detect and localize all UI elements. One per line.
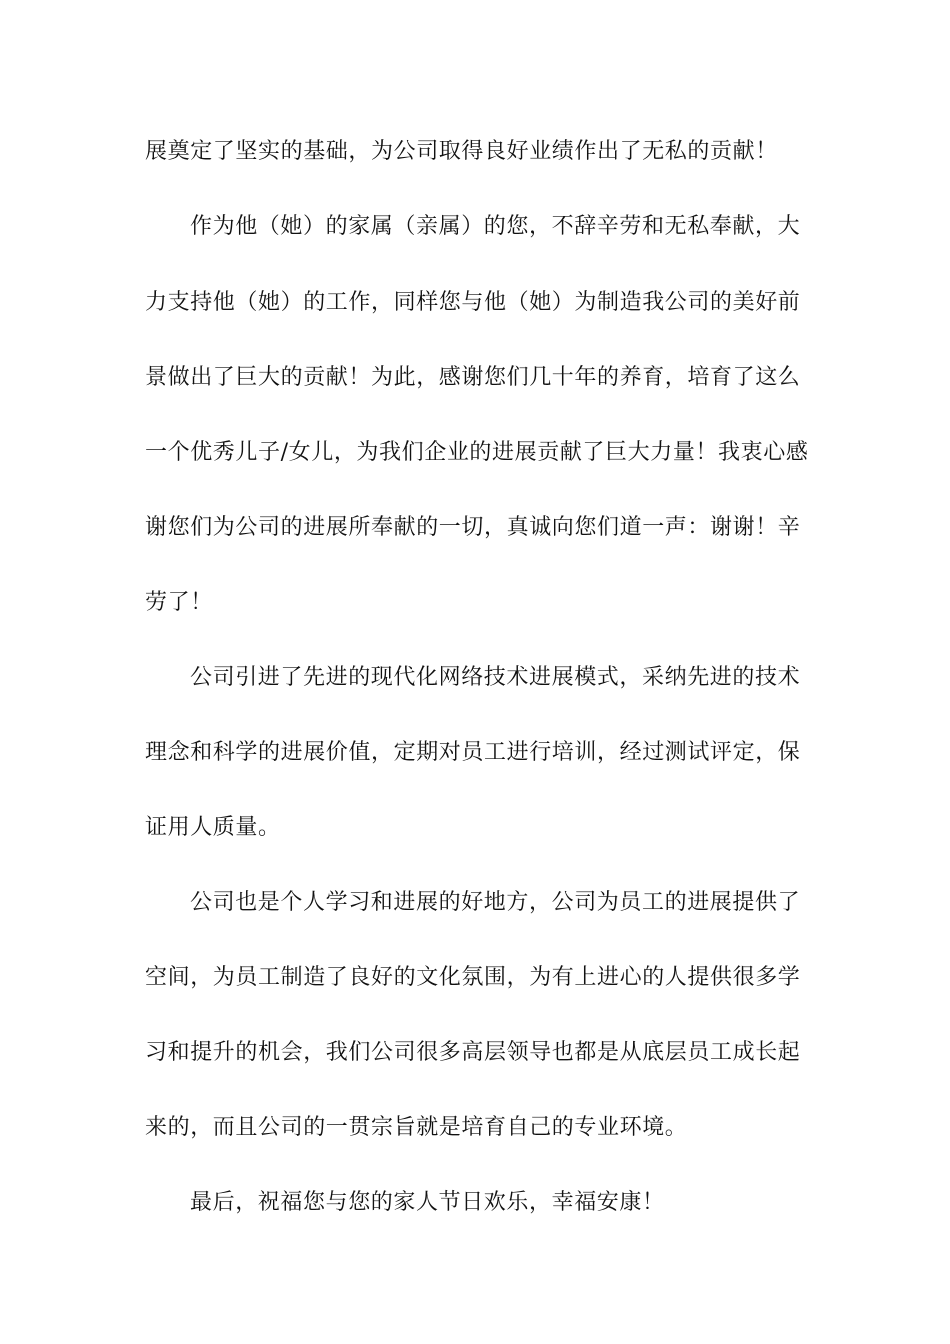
paragraph-2-line-6: 劳了！ [145,590,213,615]
paragraph-1-line-1: 展奠定了坚实的基础，为公司取得良好业绩作出了无私的贡献！ [145,139,778,164]
paragraph-2-line-4: 一个优秀儿子/女儿，为我们企业的进展贡献了巨大力量！我衷心感 [145,440,809,465]
paragraph-5-line-1: 最后，祝福您与您的家人节日欢乐，幸福安康！ [190,1190,665,1215]
paragraph-2-line-2: 力支持他（她）的工作，同样您与他（她）为制造我公司的美好前 [145,290,801,315]
paragraph-3-line-3: 证用人质量。 [145,815,281,840]
paragraph-4-line-4: 来的，而且公司的一贯宗旨就是培育自己的专业环境。 [145,1115,688,1140]
paragraph-3-line-1: 公司引进了先进的现代化网络技术进展模式，采纳先进的技术 [190,665,801,690]
paragraph-4-line-3: 习和提升的机会，我们公司很多高层领导也都是从底层员工成长起 [145,1040,801,1065]
paragraph-3-line-2: 理念和科学的进展价值，定期对员工进行培训，经过测试评定，保 [145,740,801,765]
paragraph-2-line-1: 作为他（她）的家属（亲属）的您，不辞辛劳和无私奉献，大 [190,214,801,239]
paragraph-2-line-5: 谢您们为公司的进展所奉献的一切，真诚向您们道一声：谢谢！辛 [145,515,801,540]
paragraph-4-line-2: 空间，为员工制造了良好的文化氛围，为有上进心的人提供很多学 [145,965,801,990]
paragraph-4-line-1: 公司也是个人学习和进展的好地方，公司为员工的进展提供了 [190,890,801,915]
paragraph-2-line-3: 景做出了巨大的贡献！为此，感谢您们几十年的养育，培育了这么 [145,365,801,390]
